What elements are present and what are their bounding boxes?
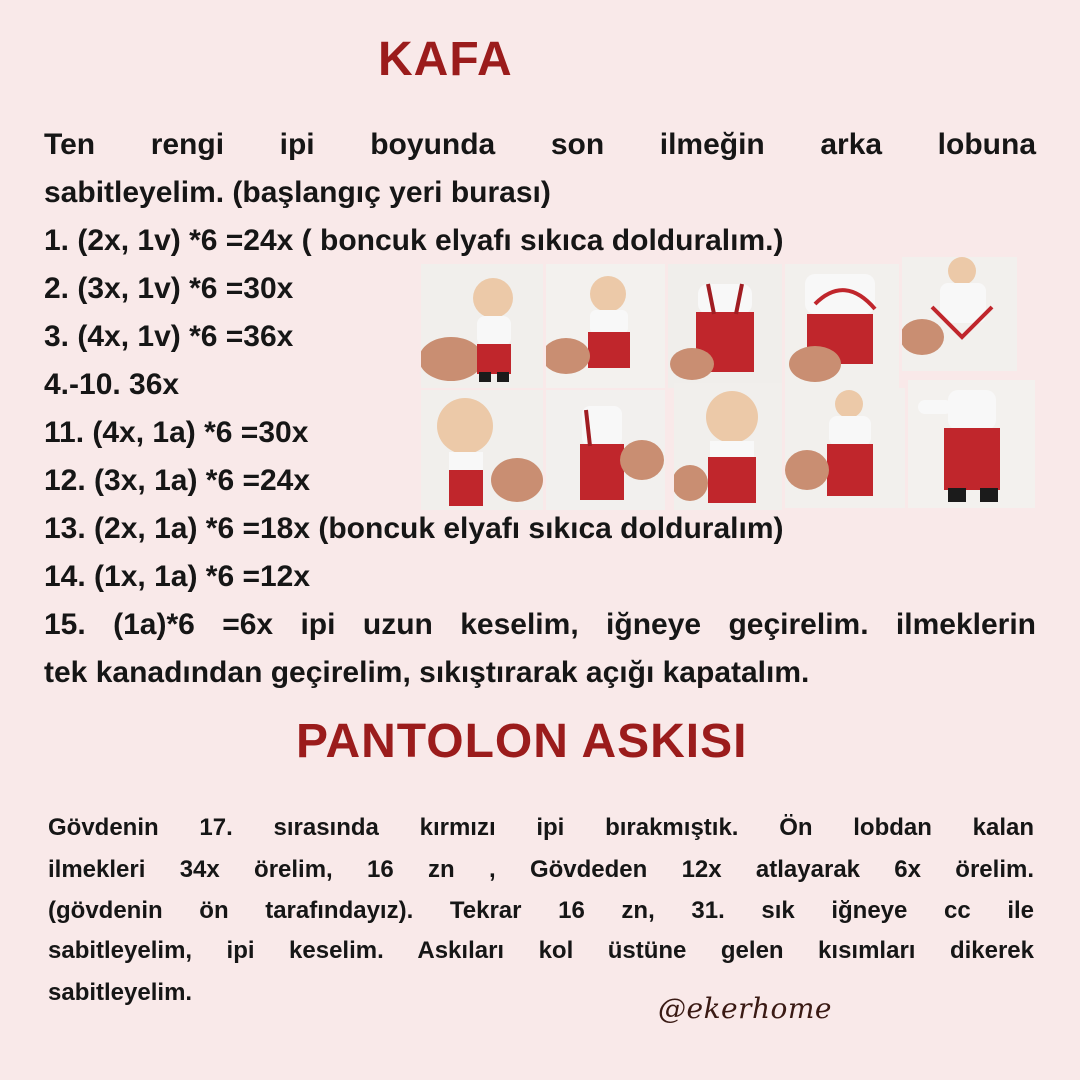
askisi-line-4: sabitleyelim, ipi keselim. Askıları kol üstüne gelen kısımları dikerek xyxy=(48,937,1034,964)
kafa-row-3: 3. (4x, 1v) *6 =36x xyxy=(44,320,294,353)
kafa-title: KAFA xyxy=(378,33,513,86)
strap-side-photo xyxy=(546,390,665,510)
head-back-photo xyxy=(674,383,782,510)
kafa-row-14: 14. (1x, 1a) *6 =12x xyxy=(44,560,311,593)
kafa-row-15-line-1: 15. (1a)*6 =6x ipi uzun keselim, iğneye geçirelim. ilmeklerin xyxy=(44,608,1036,641)
kafa-row-1: 1. (2x, 1v) *6 =24x ( boncuk elyafı sıkıca dolduralım.) xyxy=(44,224,784,257)
head-in-hand-photo xyxy=(421,390,543,510)
strap-yarn-photo xyxy=(785,264,899,388)
strap-attach-photo xyxy=(785,388,905,508)
kafa-row-11: 11. (4x, 1a) *6 =30x xyxy=(44,416,309,449)
doll-back-head-photo xyxy=(421,264,543,388)
kafa-row-15-line-2: tek kanadından geçirelim, sıkıştırarak açığı kapatalım. xyxy=(44,656,810,689)
askisi-line-2: ilmekleri 34x örelim, 16 zn , Gövdeden 12x atlayarak 6x örelim. xyxy=(48,856,1034,883)
askisi-line-1: Gövdenin 17. sırasında kırmızı ipi bırakmıştık. Ön lobdan kalan xyxy=(48,814,1034,841)
kafa-intro-line-1: Ten rengi ipi boyunda son ilmeğin arka lobuna xyxy=(44,128,1036,161)
doll-finished-back-photo xyxy=(908,380,1035,508)
kafa-intro-line-2: sabitleyelim. (başlangıç yeri burası) xyxy=(44,176,551,209)
kafa-row-12: 12. (3x, 1a) *6 =24x xyxy=(44,464,311,497)
kafa-row-13: 13. (2x, 1a) *6 =18x (boncuk elyafı sıkıca dolduralım) xyxy=(44,512,784,545)
signature: @ekerhome xyxy=(658,992,833,1025)
askisi-line-5: sabitleyelim. xyxy=(48,979,193,1006)
kafa-row-4-10: 4.-10. 36x xyxy=(44,368,180,401)
kafa-row-2: 2. (3x, 1v) *6 =30x xyxy=(44,272,294,305)
askisi-line-3: (gövdenin ön tarafındayız). Tekrar 16 zn, 31. sık iğneye cc ile xyxy=(48,897,1034,924)
strap-sewing-photo xyxy=(902,257,1017,371)
doll-strap-back-photo xyxy=(668,264,782,388)
doll-red-pants-photo xyxy=(546,264,665,388)
pantolon-askisi-title: PANTOLON ASKISI xyxy=(296,715,748,768)
